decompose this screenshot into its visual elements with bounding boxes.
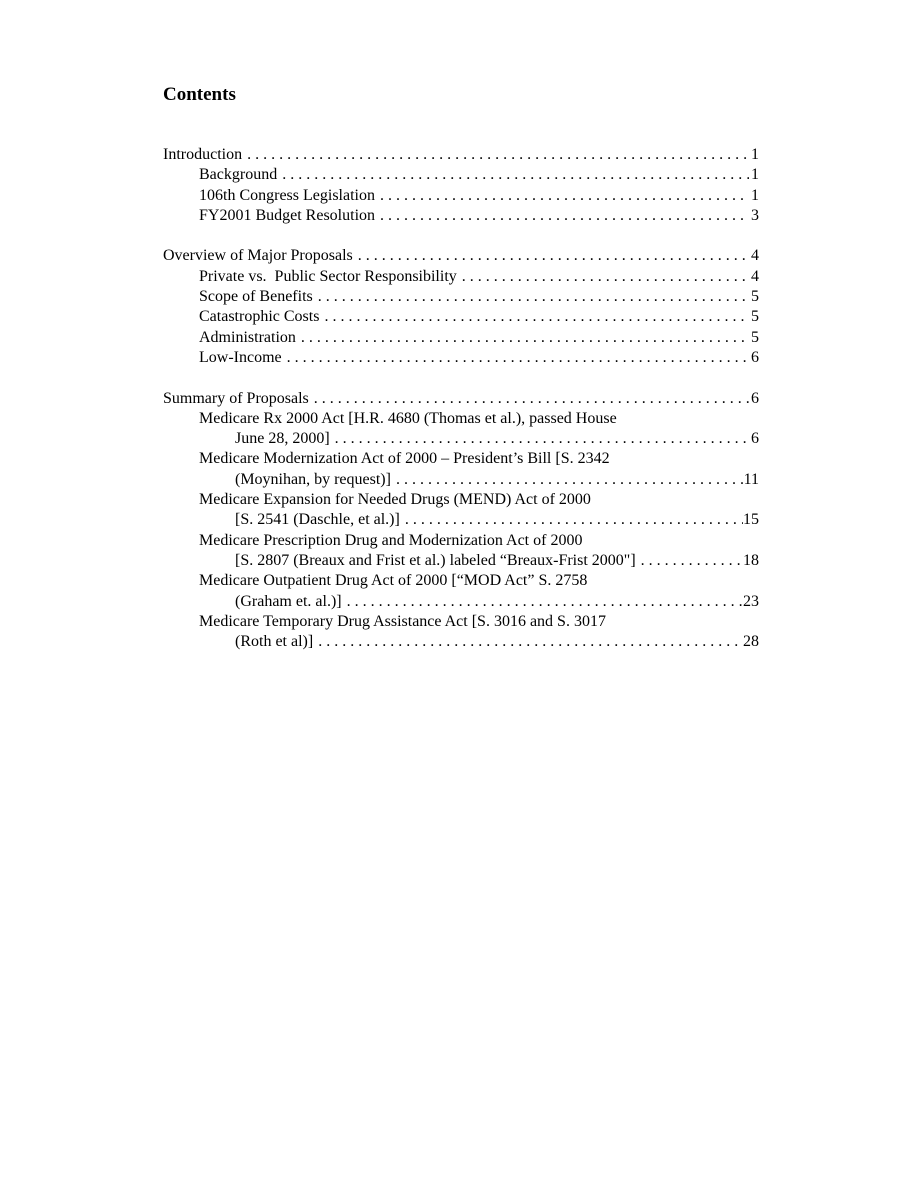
toc-entry-label: Scope of Benefits [199, 288, 313, 306]
toc-entry-label: Overview of Major Proposals [163, 247, 353, 265]
toc-entry-label: 106th Congress Legislation [199, 186, 375, 204]
table-of-contents [163, 145, 759, 652]
toc-entry[interactable] [163, 267, 759, 287]
toc-page-number: 4 [751, 267, 759, 285]
dot-leader [375, 186, 749, 206]
toc-entry-line-1: Medicare Rx 2000 Act [H.R. 4680 (Thomas et al.), passed House [199, 409, 617, 427]
toc-entry-label: Summary of Proposals [163, 389, 309, 407]
toc-entry-label: [S. 2807 (Breaux and Frist et al.) labeled “Breaux-Frist 2000"] [235, 551, 636, 569]
toc-entry-label: June 28, 2000] [235, 430, 330, 448]
toc-entry-multiline[interactable] [163, 531, 759, 572]
page-title: Contents [163, 84, 236, 105]
toc-entry[interactable] [163, 328, 759, 348]
toc-page-number: 11 [743, 470, 759, 488]
dot-leader [277, 165, 749, 185]
toc-entry[interactable] [163, 287, 759, 307]
dot-leader [636, 551, 743, 571]
toc-entry-multiline[interactable] [163, 449, 759, 490]
dot-leader [457, 267, 749, 287]
toc-page-number: 18 [743, 551, 759, 569]
toc-page-number: 6 [751, 389, 759, 407]
toc-entry-line-1: Medicare Modernization Act of 2000 – President’s Bill [S. 2342 [199, 450, 610, 468]
dot-leader [375, 206, 749, 226]
toc-entry[interactable] [163, 307, 759, 327]
toc-entry-label: Catastrophic Costs [199, 308, 320, 326]
dot-leader [282, 348, 749, 368]
toc-page-number: 4 [751, 247, 759, 265]
toc-entry[interactable] [163, 389, 759, 409]
toc-group-overview [163, 246, 759, 368]
toc-page-number: 15 [743, 511, 759, 529]
toc-entry-label: (Roth et al)] [235, 633, 314, 651]
toc-entry-label: Introduction [163, 146, 243, 163]
toc-group-introduction [163, 145, 759, 226]
toc-page-number: 1 [751, 186, 759, 204]
toc-page-number: 3 [751, 206, 759, 224]
toc-entry[interactable] [163, 145, 759, 165]
toc-page-number: 1 [751, 146, 759, 163]
toc-entry-line-1: Medicare Prescription Drug and Modernization Act of 2000 [199, 531, 583, 549]
toc-entry-label: (Graham et. al.)] [235, 592, 342, 610]
dot-leader [313, 287, 749, 307]
toc-page-number: 6 [751, 348, 759, 366]
toc-entry-line-2-row [163, 510, 759, 530]
toc-entry-label: Low-Income [199, 348, 282, 366]
dot-leader [353, 246, 749, 266]
toc-page-number: 5 [751, 288, 759, 306]
dot-leader [391, 470, 744, 490]
toc-entry-label: Private vs. Public Sector Responsibility [199, 267, 457, 285]
toc-entry-label: Administration [199, 328, 296, 346]
toc-entry-label: Background [199, 166, 278, 184]
toc-entry-line-1: Medicare Expansion for Needed Drugs (MEND) Act of 2000 [199, 491, 591, 509]
toc-entry-line-2-row [163, 551, 759, 571]
toc-entry-line-2-row [163, 632, 759, 652]
toc-entry[interactable] [163, 165, 759, 185]
toc-entry-label: [S. 2541 (Daschle, et al.)] [235, 511, 400, 529]
toc-page-number: 5 [751, 308, 759, 326]
toc-entry[interactable] [163, 246, 759, 266]
toc-entry-multiline[interactable] [163, 490, 759, 531]
toc-page-number: 1 [751, 166, 759, 184]
toc-entry-label: FY2001 Budget Resolution [199, 206, 376, 224]
toc-entry[interactable] [163, 348, 759, 368]
toc-entry-line-1: Medicare Outpatient Drug Act of 2000 [“MOD Act” S. 2758 [199, 572, 588, 590]
toc-entry[interactable] [163, 206, 759, 226]
dot-leader [242, 145, 749, 165]
dot-leader [330, 429, 749, 449]
toc-page-number: 5 [751, 328, 759, 346]
toc-page-number: 23 [743, 592, 759, 610]
toc-entry[interactable] [163, 186, 759, 206]
dot-leader [309, 389, 749, 409]
toc-group-summary [163, 389, 759, 653]
toc-page-number: 6 [751, 430, 759, 448]
toc-entry-multiline[interactable] [163, 571, 759, 612]
dot-leader [400, 510, 743, 530]
toc-entry-line-2-row [163, 470, 759, 490]
dot-leader [313, 632, 743, 652]
toc-entry-label: (Moynihan, by request)] [235, 470, 391, 488]
toc-entry-line-2-row [163, 592, 759, 612]
dot-leader [342, 592, 743, 612]
toc-entry-line-1: Medicare Temporary Drug Assistance Act [S. 3016 and S. 3017 [199, 612, 606, 630]
toc-entry-line-2-row [163, 429, 759, 449]
toc-entry-multiline[interactable] [163, 612, 759, 653]
toc-entry-multiline[interactable] [163, 409, 759, 450]
toc-page-number: 28 [743, 633, 759, 651]
dot-leader [296, 328, 749, 348]
dot-leader [319, 307, 749, 327]
